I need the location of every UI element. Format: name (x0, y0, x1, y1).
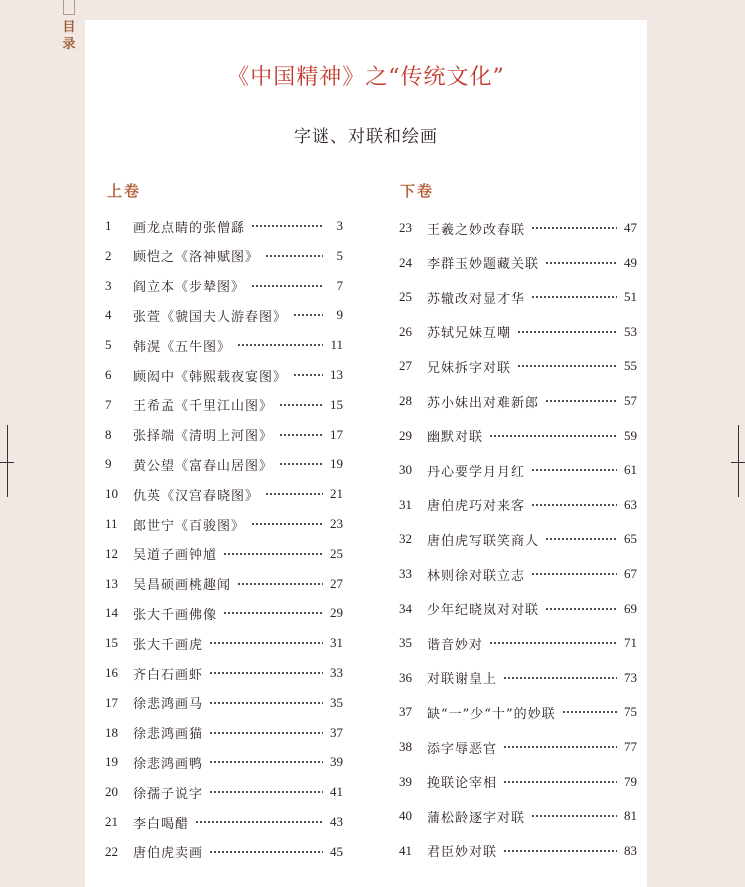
entry-number: 16 (105, 665, 118, 680)
crop-mark-left-v (7, 425, 8, 497)
dot-leader (237, 344, 323, 346)
toc-entry[interactable] (399, 356, 637, 376)
toc-entry[interactable] (399, 460, 637, 480)
entry-title: 苏辙改对显才华 (427, 291, 526, 307)
dot-leader (531, 227, 617, 229)
entry-page: 65 (624, 531, 637, 547)
entry-page: 53 (624, 323, 637, 339)
entry-number: 41 (399, 842, 412, 858)
entry-title: 阎立本《步辇图》 (133, 280, 246, 296)
toc-entry[interactable] (105, 335, 343, 355)
entry-title: 顾闳中《韩熙载夜宴图》 (133, 369, 288, 385)
toc-entry[interactable] (399, 772, 637, 792)
toc-entry[interactable] (399, 599, 637, 619)
entry-number: 3 (105, 277, 112, 293)
entry-page: 25 (330, 545, 343, 561)
toc-entry[interactable] (105, 812, 343, 832)
entry-number: 39 (399, 773, 412, 789)
entry-page: 71 (624, 635, 637, 651)
dot-leader (545, 400, 617, 402)
entry-page: 79 (624, 773, 637, 789)
entry-page: 19 (330, 456, 343, 472)
entry-title: 谐音妙对 (427, 637, 484, 653)
toc-entry[interactable] (105, 574, 343, 594)
dot-leader (265, 255, 323, 257)
entry-title: 幽默对联 (427, 430, 484, 446)
dot-leader (265, 493, 323, 495)
entry-title: 添字辱恶官 (427, 741, 498, 757)
entry-page: 47 (624, 220, 637, 235)
dot-leader (562, 711, 617, 713)
entry-title: 王希孟《千里江山图》 (133, 399, 274, 415)
dot-leader (209, 791, 323, 793)
entry-number: 32 (399, 531, 412, 547)
volume-heading-lower: 下卷 (400, 182, 435, 200)
entry-number: 2 (105, 247, 112, 263)
entry-number: 18 (105, 724, 118, 740)
volume-heading-upper: 上卷 (107, 182, 142, 200)
dot-leader (489, 435, 617, 437)
dot-leader (251, 523, 323, 525)
dot-leader (531, 469, 617, 471)
entry-title: 李白喝醋 (133, 816, 190, 832)
dot-leader (209, 642, 323, 644)
toc-entry[interactable] (105, 514, 343, 534)
entry-number: 33 (399, 566, 412, 581)
entry-title: 兄妹拆字对联 (427, 360, 512, 376)
entry-number: 31 (399, 496, 412, 512)
entry-number: 10 (105, 486, 118, 502)
toc-entry[interactable] (399, 737, 637, 757)
entry-title: 挽联论宰相 (427, 776, 498, 792)
entry-page: 37 (330, 724, 343, 740)
toc-entry[interactable] (105, 663, 343, 683)
entry-page: 27 (330, 575, 343, 591)
toc-entry[interactable] (399, 287, 637, 307)
entry-number: 36 (399, 669, 412, 685)
entry-number: 20 (105, 784, 118, 800)
entry-title: 顾恺之《洛神赋图》 (133, 250, 260, 266)
dot-leader (209, 761, 323, 763)
toc-entry[interactable] (105, 365, 343, 385)
entry-title: 张择端《清明上河图》 (133, 429, 274, 445)
entry-number: 40 (399, 808, 412, 824)
entry-page: 21 (330, 486, 343, 502)
toc-entry[interactable] (105, 782, 343, 802)
entry-number: 25 (399, 289, 412, 305)
entry-number: 30 (399, 462, 412, 478)
entry-number: 4 (105, 307, 112, 323)
entry-title: 林则徐对联立志 (427, 568, 526, 584)
entry-title: 吴道子画钟馗 (133, 548, 218, 564)
entry-page: 35 (330, 694, 343, 710)
entry-page: 23 (330, 516, 343, 531)
entry-number: 11 (105, 516, 118, 531)
entry-title: 唐伯虎写联笑商人 (427, 533, 540, 549)
entry-page: 29 (330, 605, 343, 621)
dot-leader (209, 672, 323, 674)
entry-title: 韩滉《五牛图》 (133, 339, 232, 355)
toc-entry[interactable] (399, 702, 637, 722)
entry-title: 对联谢皇上 (427, 672, 498, 688)
entry-page: 13 (330, 367, 343, 382)
entry-page: 77 (624, 739, 637, 754)
entry-title: 黄公望《富春山居图》 (133, 458, 274, 474)
toc-entry[interactable] (105, 693, 343, 713)
dot-leader (503, 677, 617, 679)
entry-number: 37 (399, 704, 412, 720)
entry-title: 张大千画佛像 (133, 607, 218, 623)
toc-entry[interactable] (399, 218, 637, 238)
crop-mark-right-v (738, 425, 739, 497)
entry-page: 45 (330, 843, 343, 859)
entry-title: 苏小妹出对难新郎 (427, 395, 540, 411)
entry-title: 仇英《汉宫春晓图》 (133, 488, 260, 504)
entry-page: 5 (336, 247, 343, 263)
toc-entry[interactable] (105, 454, 343, 474)
dot-leader (209, 732, 323, 734)
dot-leader (223, 553, 323, 555)
dot-leader (531, 504, 617, 506)
dot-leader (293, 314, 323, 316)
entry-page: 17 (330, 426, 343, 442)
toc-entry[interactable] (105, 425, 343, 445)
dot-leader (531, 296, 617, 298)
entry-page: 33 (330, 665, 343, 680)
toc-entry[interactable] (399, 253, 637, 273)
entry-title: 王羲之妙改春联 (427, 222, 526, 238)
entry-number: 27 (399, 358, 412, 374)
entry-page: 67 (624, 566, 637, 581)
entry-page: 61 (624, 462, 637, 478)
entry-number: 6 (105, 367, 112, 382)
entry-number: 8 (105, 426, 112, 442)
toc-entry[interactable] (105, 723, 343, 743)
toc-entry[interactable] (399, 564, 637, 584)
entry-number: 9 (105, 456, 112, 472)
dot-leader (195, 821, 323, 823)
entry-page: 9 (336, 307, 343, 323)
dot-leader (531, 573, 617, 575)
entry-number: 1 (105, 218, 112, 233)
toc-entry[interactable] (399, 391, 637, 411)
entry-page: 81 (624, 808, 637, 824)
entry-number: 28 (399, 393, 412, 408)
dot-leader (279, 434, 323, 436)
entry-title: 缺“一”少“十”的妙联 (427, 706, 556, 722)
dot-leader (223, 612, 323, 614)
entry-number: 35 (399, 635, 412, 651)
toc-entry[interactable] (105, 305, 343, 325)
entry-page: 63 (624, 496, 637, 512)
entry-title: 苏轼兄妹互嘲 (427, 326, 512, 342)
entry-title: 张萱《虢国夫人游春图》 (133, 309, 288, 325)
toc-page (85, 20, 647, 887)
toc-entry[interactable] (105, 544, 343, 564)
entry-page: 41 (330, 784, 343, 800)
entry-title: 画龙点睛的张僧繇 (133, 220, 246, 236)
entry-title: 齐白石画虾 (133, 667, 204, 683)
toc-entry[interactable] (105, 276, 343, 296)
entry-title: 君臣妙对联 (427, 845, 498, 861)
entry-number: 12 (105, 545, 118, 561)
toc-entry[interactable] (105, 633, 343, 653)
entry-title: 徐悲鸿画鸭 (133, 756, 204, 772)
toc-entry[interactable] (399, 322, 637, 342)
toc-entry[interactable] (105, 395, 343, 415)
dot-leader (279, 463, 323, 465)
entry-number: 34 (399, 600, 412, 616)
entry-number: 19 (105, 754, 118, 770)
entry-title: 唐伯虎巧对来客 (427, 499, 526, 515)
entry-page: 49 (624, 254, 637, 270)
toc-entry[interactable] (399, 806, 637, 826)
entry-page: 15 (330, 396, 343, 412)
toc-entry[interactable] (105, 842, 343, 862)
dot-leader (251, 285, 323, 287)
toc-entry[interactable] (105, 752, 343, 772)
toc-entry[interactable] (105, 216, 343, 236)
entry-page: 57 (624, 393, 637, 408)
dot-leader (209, 702, 323, 704)
toc-entry[interactable] (399, 426, 637, 446)
entry-title: 蒲松龄逐字对联 (427, 810, 526, 826)
dot-leader (209, 851, 323, 853)
entry-page: 7 (336, 277, 343, 293)
entry-number: 22 (105, 843, 118, 859)
entry-number: 29 (399, 427, 412, 443)
entry-number: 24 (399, 254, 412, 270)
entry-page: 51 (624, 289, 637, 305)
ornament-icon (63, 0, 75, 15)
entry-page: 73 (624, 669, 637, 685)
entry-title: 徐悲鸿画马 (133, 697, 204, 713)
entry-number: 15 (105, 635, 118, 651)
dot-leader (237, 583, 323, 585)
toc-entry[interactable] (399, 668, 637, 688)
entry-number: 26 (399, 323, 412, 339)
entry-title: 张大千画虎 (133, 637, 204, 653)
entry-number: 21 (105, 814, 118, 829)
dot-leader (545, 262, 617, 264)
toc-entry[interactable] (399, 841, 637, 861)
entry-page: 31 (330, 635, 343, 651)
toc-entry[interactable] (105, 246, 343, 266)
entry-page: 11 (330, 337, 343, 353)
entry-page: 43 (330, 814, 343, 829)
dot-leader (279, 404, 323, 406)
entry-title: 徐孺子说字 (133, 786, 204, 802)
entry-page: 59 (624, 427, 637, 443)
dot-leader (503, 781, 617, 783)
entry-number: 14 (105, 605, 118, 621)
dot-leader (293, 374, 323, 376)
entry-page: 39 (330, 754, 343, 770)
toc-entry[interactable] (399, 529, 637, 549)
entry-title: 吴昌硕画桃趣闻 (133, 578, 232, 594)
dot-leader (251, 225, 323, 227)
toc-side-tab[interactable] (58, 0, 80, 53)
dot-leader (517, 331, 617, 333)
dot-leader (545, 538, 617, 540)
entry-page: 55 (624, 358, 637, 374)
entry-title: 徐悲鸿画猫 (133, 727, 204, 743)
entry-page: 69 (624, 600, 637, 616)
toc-entry[interactable] (399, 633, 637, 653)
page-title: 《中国精神》之“传统文化” (227, 65, 505, 90)
toc-entry[interactable] (105, 603, 343, 623)
dot-leader (545, 608, 617, 610)
dot-leader (503, 850, 617, 852)
entry-title: 丹心要学月月红 (427, 464, 526, 480)
entry-number: 17 (105, 694, 118, 710)
entry-page: 75 (624, 704, 637, 720)
entry-title: 郎世宁《百骏图》 (133, 518, 246, 534)
page-subtitle: 字谜、对联和绘画 (294, 127, 438, 147)
toc-side-label: 目录 (62, 20, 76, 52)
entry-number: 13 (105, 575, 118, 591)
toc-entry[interactable] (105, 484, 343, 504)
entry-title: 李群玉妙题藏关联 (427, 257, 540, 273)
entry-number: 7 (105, 396, 112, 412)
entry-number: 5 (105, 337, 112, 353)
dot-leader (489, 642, 617, 644)
dot-leader (517, 365, 617, 367)
dot-leader (531, 815, 617, 817)
entry-number: 38 (399, 739, 412, 754)
toc-entry[interactable] (399, 495, 637, 515)
entry-title: 唐伯虎卖画 (133, 846, 204, 862)
dot-leader (503, 746, 617, 748)
entry-number: 23 (399, 220, 412, 235)
entry-page: 3 (336, 218, 343, 233)
entry-title: 少年纪晓岚对对联 (427, 603, 540, 619)
entry-page: 83 (624, 842, 637, 858)
